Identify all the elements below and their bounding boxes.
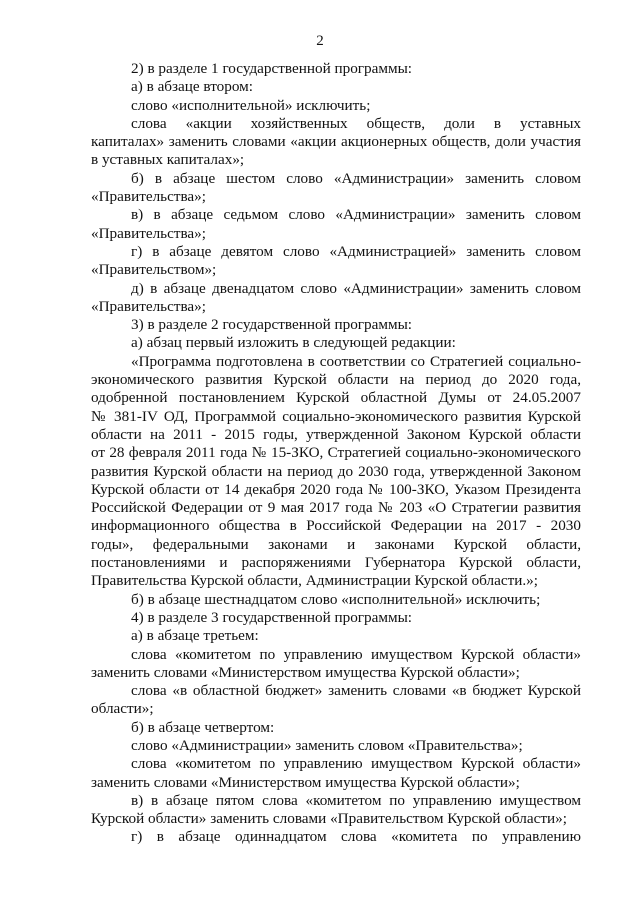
text-line: экономического развития Курской области на период до 2020 года,	[91, 371, 581, 389]
text-line: г) в абзаце одиннадцатом слова «комитета по управлению	[131, 828, 581, 846]
text-line: 3) в разделе 2 государственной программы:	[131, 316, 413, 334]
text-line: Правительства Курской области, Администрации Курской области.»;	[91, 572, 538, 590]
text-line: 2) в разделе 1 государственной программы:	[131, 60, 413, 77]
text-line: Российской Федерации от 9 мая 2017 года № 203 «О Стратегии развития	[91, 499, 581, 517]
text-line: б) в абзаце четвертом:	[131, 718, 275, 736]
text-line: от 28 февраля 2011 года № 15-ЗКО, Стратегией социально-экономического	[91, 444, 581, 462]
text-line: слова «акции хозяйственных обществ, доли в уставных	[131, 114, 581, 132]
text-line: постановлениями и распоряжениями Губернатора Курской области,	[91, 554, 581, 572]
text-line: а) в абзаце втором:	[131, 78, 253, 96]
text-line: «Программа подготовлена в соответствии со Стратегией социально-	[131, 352, 581, 370]
text-line: слова «в областной бюджет» заменить словами «в бюджет Курской	[131, 682, 581, 700]
text-line: слово «Администрации» заменить словом «Правительства»;	[131, 736, 523, 754]
text-line: слова «комитетом по управлению имуществом Курской области»	[131, 755, 581, 773]
text-line: 4) в разделе 3 государственной программы:	[131, 608, 413, 626]
text-line: № 381-IV ОД, Программой социально-экономического развития Курской	[91, 407, 581, 425]
text-line: информационного общества в Российской Федерации на 2017 - 2030	[91, 517, 581, 535]
text-line: Курской области от 14 декабря 2020 года № 100-ЗКО, Указом Президента	[91, 480, 581, 498]
text-line: области на 2011 - 2015 годы, утвержденной Законом Курской области	[91, 425, 581, 443]
text-line: развития Курской области на период до 2030 года, утвержденной Законом	[91, 462, 581, 480]
text-line: б) в абзаце шестом слово «Администрации» заменить словом	[131, 169, 581, 187]
text-line: слова «комитетом по управлению имуществом Курской области»	[131, 645, 581, 663]
document-body	[91, 60, 581, 847]
text-line: области»;	[91, 700, 154, 718]
text-line: заменить словами «Министерством имущества Курской области»;	[91, 663, 520, 681]
text-line: «Правительством»;	[91, 261, 217, 279]
text-line: одобренной постановлением Курской областной Думы от 24.05.2007	[91, 389, 581, 407]
text-line: а) абзац первый изложить в следующей редакции:	[131, 334, 456, 352]
text-line: годы», федеральными законами и законами Курской области,	[91, 535, 581, 553]
text-line: слово «исполнительной» исключить;	[131, 96, 371, 114]
text-line: «Правительства»;	[91, 224, 206, 242]
text-line: в уставных капиталах»;	[91, 151, 245, 169]
text-line: «Правительства»;	[91, 188, 206, 206]
text-line: «Правительства»;	[91, 297, 206, 315]
text-line: д) в абзаце двенадцатом слово «Администрации» заменить словом	[131, 279, 581, 297]
text-line: в) в абзаце седьмом слово «Администрации» заменить словом	[131, 206, 581, 224]
text-line: г) в абзаце девятом слово «Администрацией» заменить словом	[131, 242, 581, 260]
text-line: заменить словами «Министерством имущества Курской области»;	[91, 773, 520, 791]
text-line: капиталах» заменить словами «акции акционерных обществ, доли участия	[91, 133, 581, 151]
text-line: Курской области» заменить словами «Правительством Курской области»;	[91, 810, 567, 828]
text-line: а) в абзаце третьем:	[131, 627, 259, 645]
text-line: б) в абзаце шестнадцатом слово «исполнительной» исключить;	[131, 590, 541, 608]
text-line: в) в абзаце пятом слова «комитетом по управлению имуществом	[131, 791, 581, 809]
page-number: 2	[316, 33, 324, 49]
